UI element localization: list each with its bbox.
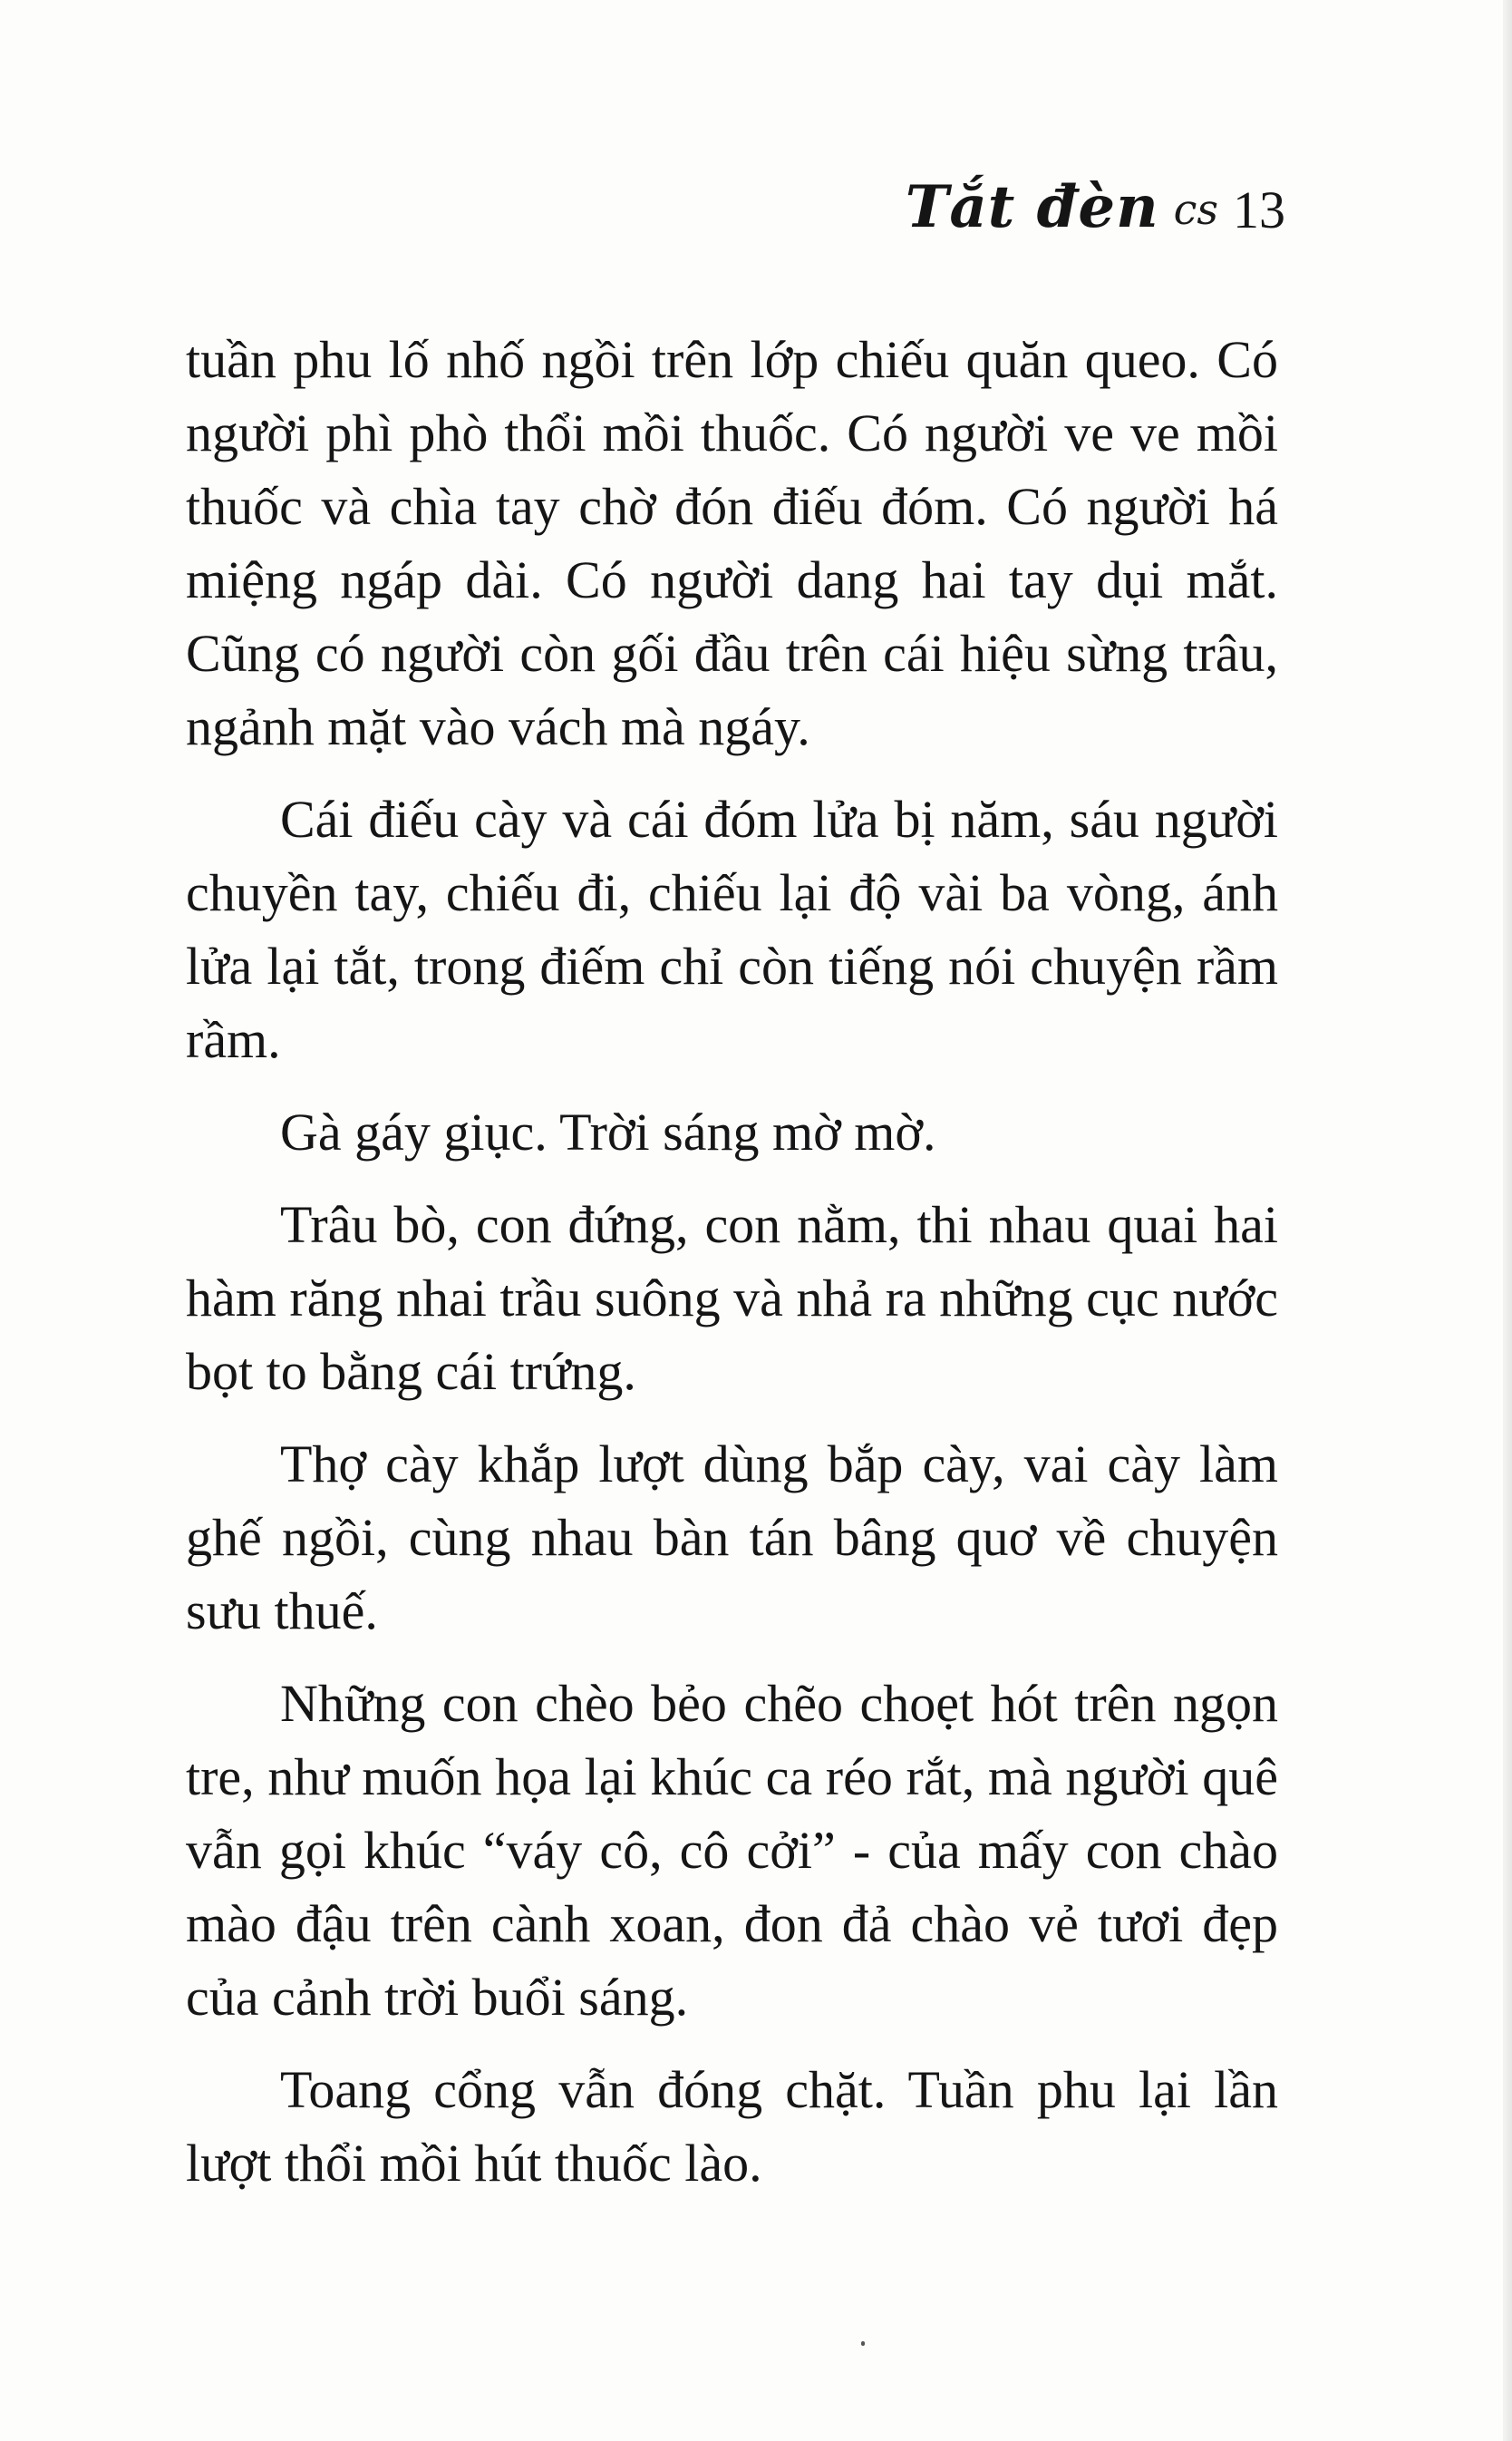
paragraph: Gà gáy giục. Trời sáng mờ mờ.: [280, 1103, 936, 1162]
paragraph: Những con chèo bẻo chẽo choẹt hót trên ngọn tre, như muốn họa lại khúc ca réo rắt, mà người quê vẫn gọi khúc “váy cô, cô cởi” - của mấy con chào mào đậu trên cành xoan, đon đả chào vẻ tươi đẹp của cảnh trời buổi sáng.: [186, 1674, 1278, 2027]
ornament-icon: cs: [1173, 185, 1218, 234]
body-text: [186, 323, 1278, 2219]
page-number: 13: [1233, 180, 1285, 239]
book-title: Tắt đèn: [905, 172, 1159, 241]
paragraph: Thợ cày khắp lượt dùng bắp cày, vai cày làm ghế ngồi, cùng nhau bàn tán bâng quơ về chuyện sưu thuế.: [186, 1434, 1278, 1640]
paragraph: Trâu bò, con đứng, con nằm, thi nhau quai hai hàm răng nhai trầu suông và nhả ra những cục nước bọt to bằng cái trứng.: [186, 1195, 1278, 1401]
paragraph: Toang cổng vẫn đóng chặt. Tuần phu lại lần lượt thổi mồi hút thuốc lào.: [186, 2060, 1278, 2193]
paragraph: Cái điếu cày và cái đóm lửa bị năm, sáu người chuyền tay, chiếu đi, chiếu lại độ vài ba vòng, ánh lửa lại tắt, trong điếm chỉ còn tiếng nói chuyện rầm rầm.: [186, 790, 1278, 1069]
paragraph: tuần phu lố nhố ngồi trên lớp chiếu quăn queo. Có người phì phò thổi mồi thuốc. Có người ve ve mồi thuốc và chìa tay chờ đón điếu đóm. Có người há miệng ngáp dài. Có người dang hai tay dụi mắt. Cũng có người còn gối đầu trên cái hiệu sừng trâu, ngảnh mặt vào vách mà ngáy.: [186, 330, 1278, 756]
page-edge: [1503, 0, 1512, 2441]
ink-speck: [861, 2341, 865, 2346]
running-header: [906, 170, 1285, 243]
